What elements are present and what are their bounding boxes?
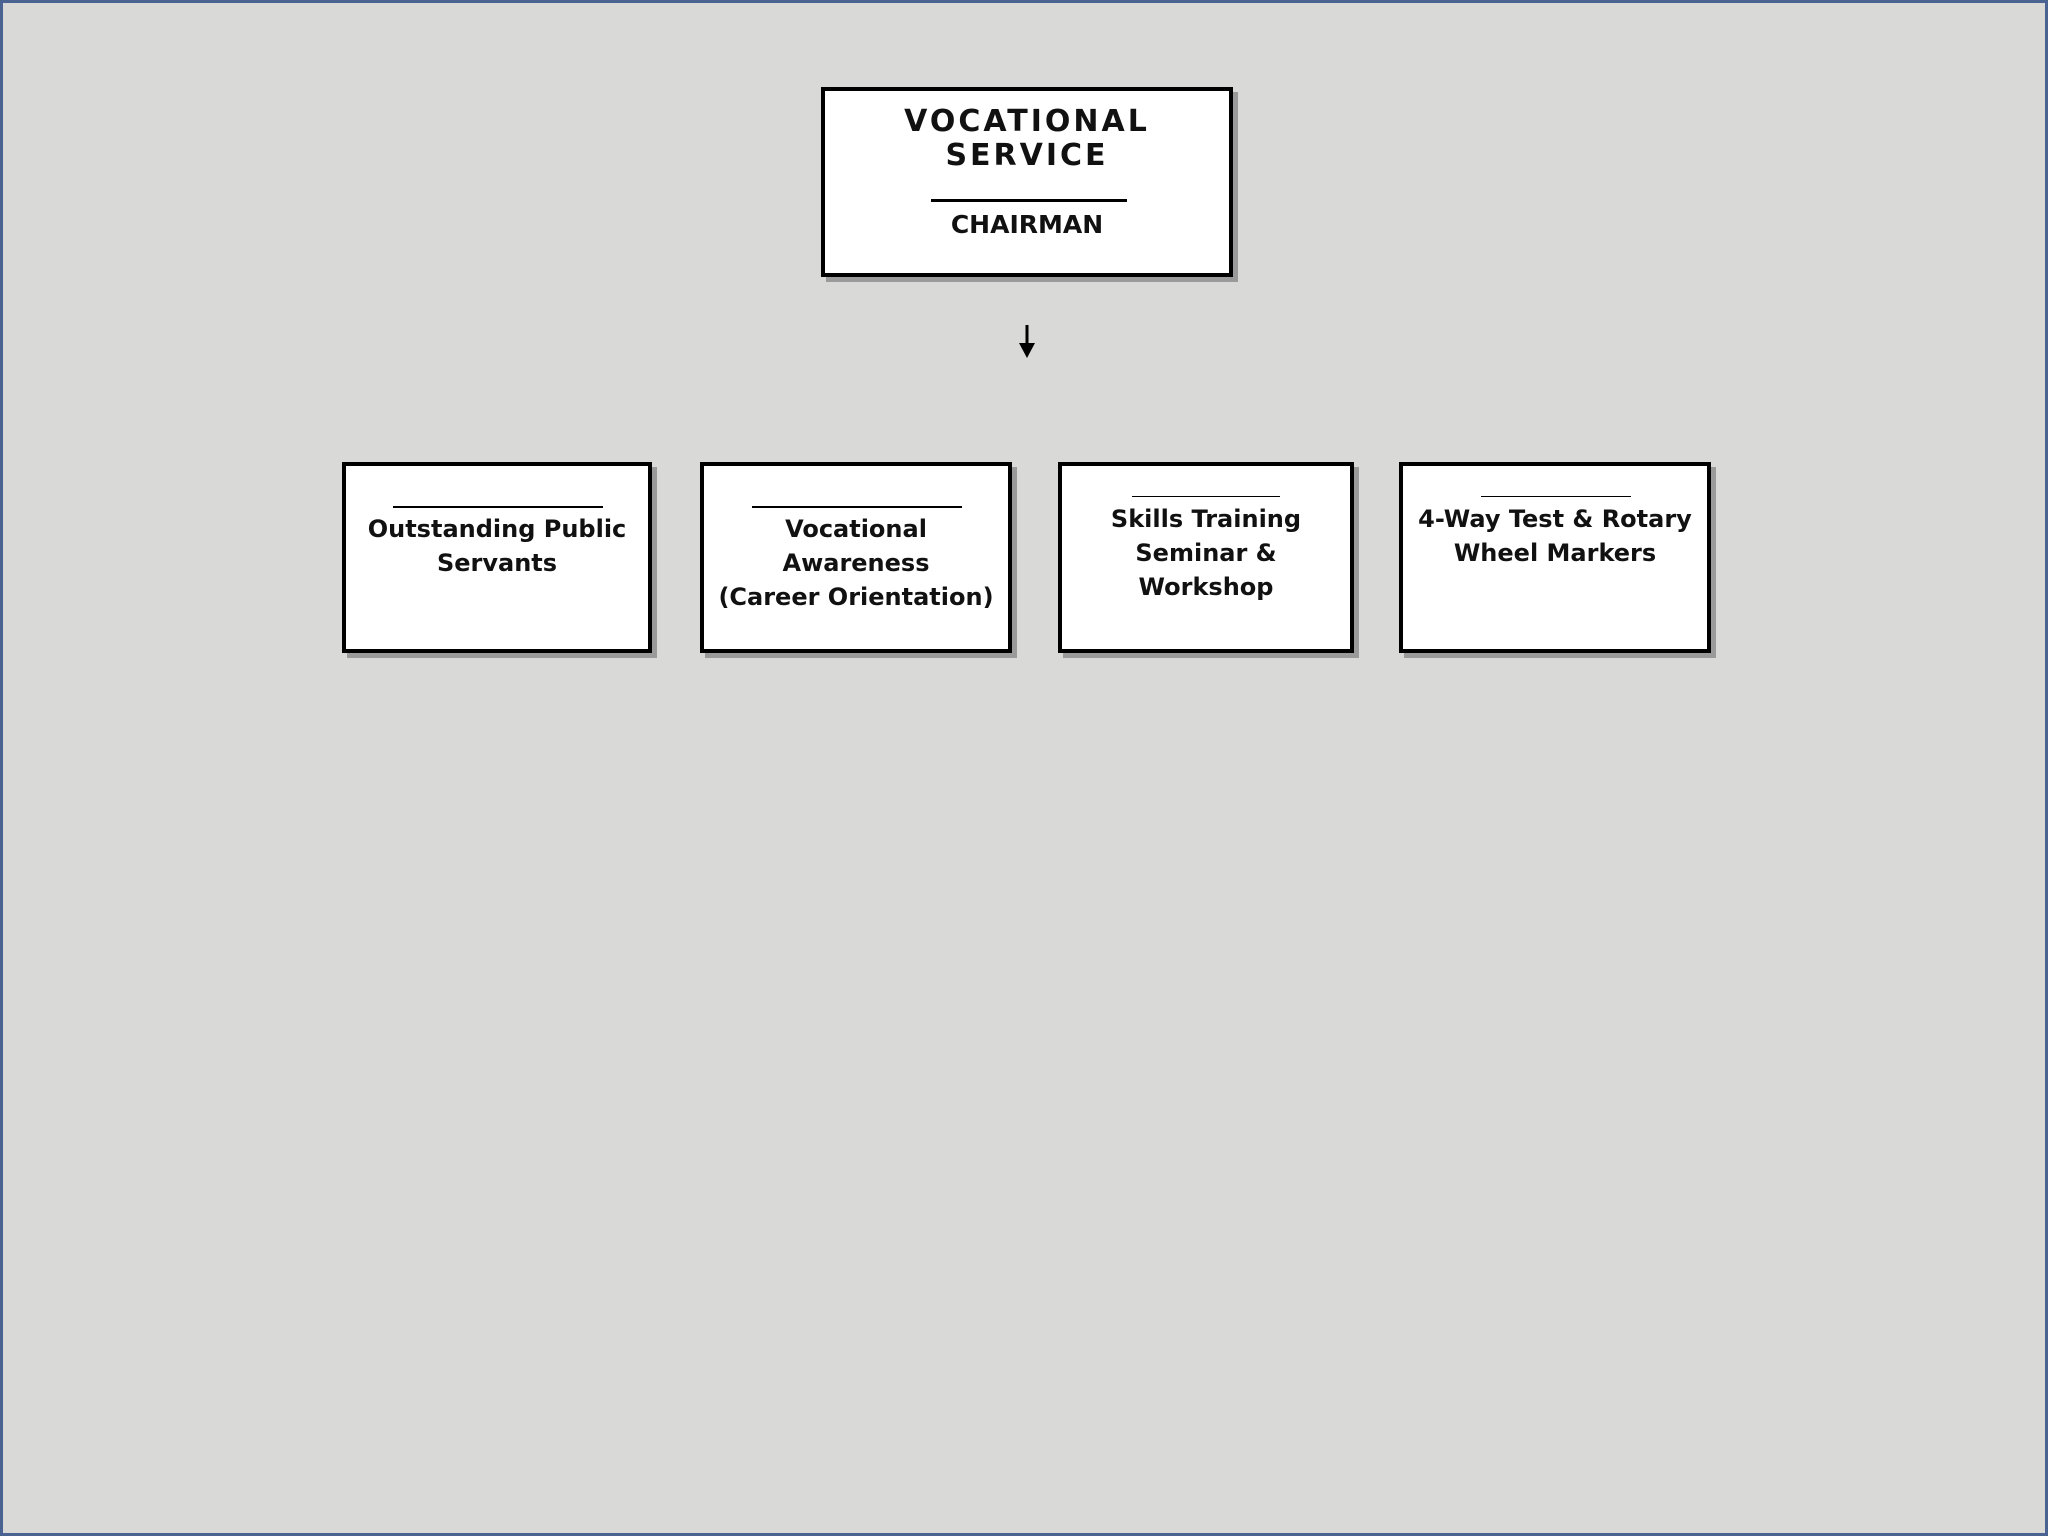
subcommittee-label-line: Workshop	[1138, 573, 1274, 601]
subcommittee-label-line: Vocational Awareness	[782, 515, 930, 577]
name-blank-line	[931, 199, 1127, 202]
subcommittee-box-outstanding-public-servants	[342, 462, 652, 653]
committee-title	[825, 105, 1229, 173]
subcommittee-label-line: Wheel Markers	[1453, 539, 1657, 567]
subcommittee-label-line: (Career Orientation)	[718, 583, 994, 611]
subcommittee-label-line: Seminar &	[1135, 539, 1277, 567]
subcommittee-label	[1409, 502, 1701, 570]
subcommittee-label	[1068, 502, 1344, 604]
subcommittee-label-line: 4-Way Test & Rotary	[1418, 505, 1692, 533]
down-arrow-icon	[1018, 325, 1036, 359]
committee-title-line: SERVICE	[945, 138, 1109, 173]
subcommittee-box-vocational-awareness	[700, 462, 1012, 653]
subcommittee-label-line: Skills Training	[1110, 505, 1302, 533]
name-blank-line	[752, 506, 962, 508]
chairman-box	[821, 87, 1233, 277]
name-blank-line	[1481, 496, 1631, 497]
subcommittee-label	[352, 512, 642, 580]
subcommittee-label	[710, 512, 1002, 614]
subcommittee-box-skills-training	[1058, 462, 1354, 653]
name-blank-line	[393, 506, 603, 508]
subcommittee-box-4-way-test	[1399, 462, 1711, 653]
subcommittee-label-line: Outstanding Public	[367, 515, 627, 543]
committee-title-line: VOCATIONAL	[904, 104, 1150, 139]
subcommittee-label-line: Servants	[436, 549, 558, 577]
chairman-role-label: CHAIRMAN	[950, 210, 1104, 239]
name-blank-line	[1132, 496, 1280, 497]
